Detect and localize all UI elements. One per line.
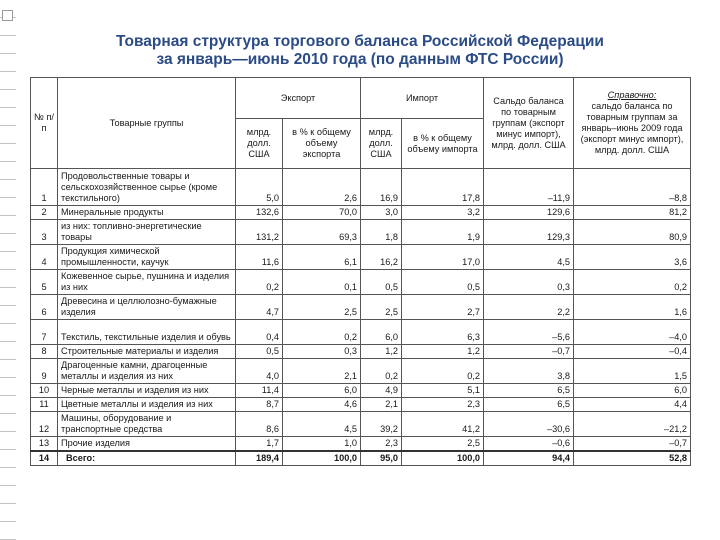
row-group: Драгоценные камни, драгоценные металлы и изделия из них xyxy=(58,359,236,384)
row-import-value: 95,0 xyxy=(361,451,402,466)
row-balance: 3,8 xyxy=(484,359,574,384)
row-balance: 94,4 xyxy=(484,451,574,466)
row-export-share: 70,0 xyxy=(283,206,361,220)
row-export-value: 189,4 xyxy=(236,451,283,466)
header-import-share: в % к общему объему импорта xyxy=(402,119,484,169)
row-reference: –8,8 xyxy=(574,169,691,206)
row-import-value: 6,0 xyxy=(361,320,402,345)
row-group: из них: топливно-энергетические товары xyxy=(58,220,236,245)
total-row xyxy=(31,451,691,466)
row-group: Древесина и целлюлозно-бумажные изделия xyxy=(58,295,236,320)
row-export-share: 2,6 xyxy=(283,169,361,206)
row-balance: –11,9 xyxy=(484,169,574,206)
table-row xyxy=(31,412,691,437)
row-reference: 80,9 xyxy=(574,220,691,245)
row-balance: 6,5 xyxy=(484,384,574,398)
row-group: Минеральные продукты xyxy=(58,206,236,220)
row-group: Продовольственные товары и сельскохозяйственное сырье (кроме текстильного) xyxy=(58,169,236,206)
row-balance: 0,3 xyxy=(484,270,574,295)
row-group: Строительные материалы и изделия xyxy=(58,345,236,359)
table-row xyxy=(31,384,691,398)
row-import-share: 17,0 xyxy=(402,245,484,270)
row-balance: 129,6 xyxy=(484,206,574,220)
row-export-value: 0,4 xyxy=(236,320,283,345)
row-import-share: 0,2 xyxy=(402,359,484,384)
row-group: Кожевенное сырье, пушнина и изделия из них xyxy=(58,270,236,295)
row-number: 7 xyxy=(31,320,58,345)
row-group: Машины, оборудование и транспортные средства xyxy=(58,412,236,437)
row-export-share: 0,2 xyxy=(283,320,361,345)
row-import-share: 1,2 xyxy=(402,345,484,359)
row-reference: 1,6 xyxy=(574,295,691,320)
header-export: Экспорт xyxy=(236,78,361,119)
row-reference: 4,4 xyxy=(574,398,691,412)
row-number: 14 xyxy=(31,451,58,466)
header-group: Товарные группы xyxy=(58,78,236,169)
header-import-bln: млрд. долл. США xyxy=(361,119,402,169)
row-export-value: 4,7 xyxy=(236,295,283,320)
header-export-share: в % к общему объему экспорта xyxy=(283,119,361,169)
row-reference: –0,7 xyxy=(574,437,691,452)
row-balance: 6,5 xyxy=(484,398,574,412)
row-reference: –21,2 xyxy=(574,412,691,437)
trade-structure-table xyxy=(30,77,691,466)
row-number: 4 xyxy=(31,245,58,270)
row-group: Всего: xyxy=(58,451,236,466)
row-import-value: 16,9 xyxy=(361,169,402,206)
row-group: Прочие изделия xyxy=(58,437,236,452)
row-reference: 81,2 xyxy=(574,206,691,220)
title-line-1: Товарная структура торгового баланса Российской Федерации xyxy=(116,33,604,50)
header-balance: Сальдо баланса по товарным группам (экспорт минус импорт), млрд. долл. США xyxy=(484,78,574,169)
row-number: 8 xyxy=(31,345,58,359)
row-export-share: 2,1 xyxy=(283,359,361,384)
row-group: Черные металлы и изделия из них xyxy=(58,384,236,398)
row-import-share: 1,9 xyxy=(402,220,484,245)
row-export-share: 4,5 xyxy=(283,412,361,437)
row-export-share: 6,1 xyxy=(283,245,361,270)
row-group: Цветные металлы и изделия из них xyxy=(58,398,236,412)
row-balance: –5,6 xyxy=(484,320,574,345)
row-import-share: 2,7 xyxy=(402,295,484,320)
reference-note-head: Справочно: xyxy=(607,90,657,100)
row-export-share: 69,3 xyxy=(283,220,361,245)
table-row xyxy=(31,437,691,452)
row-import-value: 1,8 xyxy=(361,220,402,245)
row-number: 12 xyxy=(31,412,58,437)
row-number: 10 xyxy=(31,384,58,398)
row-export-share: 0,1 xyxy=(283,270,361,295)
row-export-value: 1,7 xyxy=(236,437,283,452)
row-balance: 2,2 xyxy=(484,295,574,320)
row-number: 2 xyxy=(31,206,58,220)
header-no: № п/п xyxy=(31,78,58,169)
row-reference: 3,6 xyxy=(574,245,691,270)
table-row xyxy=(31,169,691,206)
header-import: Импорт xyxy=(361,78,484,119)
row-export-share: 100,0 xyxy=(283,451,361,466)
row-reference: –4,0 xyxy=(574,320,691,345)
row-import-value: 39,2 xyxy=(361,412,402,437)
row-import-value: 4,9 xyxy=(361,384,402,398)
row-group: Текстиль, текстильные изделия и обувь xyxy=(58,320,236,345)
row-import-value: 2,5 xyxy=(361,295,402,320)
table-row xyxy=(31,295,691,320)
table-row xyxy=(31,270,691,295)
row-import-share: 0,5 xyxy=(402,270,484,295)
row-balance: –0,7 xyxy=(484,345,574,359)
row-import-share: 17,8 xyxy=(402,169,484,206)
row-balance: 129,3 xyxy=(484,220,574,245)
reference-note: сальдо баланса по товарным группам за январь–июнь 2009 года (экспорт минус импорт), млрд. долл. США xyxy=(580,101,684,155)
row-import-value: 2,3 xyxy=(361,437,402,452)
row-reference: 1,5 xyxy=(574,359,691,384)
row-export-value: 5,0 xyxy=(236,169,283,206)
table-row xyxy=(31,206,691,220)
row-import-value: 1,2 xyxy=(361,345,402,359)
row-export-value: 131,2 xyxy=(236,220,283,245)
row-number: 6 xyxy=(31,295,58,320)
row-number: 5 xyxy=(31,270,58,295)
row-export-share: 1,0 xyxy=(283,437,361,452)
row-reference: 6,0 xyxy=(574,384,691,398)
row-import-value: 3,0 xyxy=(361,206,402,220)
table-row xyxy=(31,345,691,359)
row-export-share: 6,0 xyxy=(283,384,361,398)
row-export-share: 2,5 xyxy=(283,295,361,320)
table-row xyxy=(31,220,691,245)
row-import-share: 3,2 xyxy=(402,206,484,220)
row-export-value: 11,6 xyxy=(236,245,283,270)
row-export-value: 0,5 xyxy=(236,345,283,359)
row-reference: 52,8 xyxy=(574,451,691,466)
row-import-share: 2,5 xyxy=(402,437,484,452)
row-import-share: 41,2 xyxy=(402,412,484,437)
row-import-share: 6,3 xyxy=(402,320,484,345)
page-title xyxy=(0,33,720,69)
row-number: 13 xyxy=(31,437,58,452)
row-import-value: 16,2 xyxy=(361,245,402,270)
row-import-value: 0,5 xyxy=(361,270,402,295)
header-row-1 xyxy=(31,78,691,119)
row-reference: –0,4 xyxy=(574,345,691,359)
title-line-2: за январь—июнь 2010 года (по данным ФТС России) xyxy=(156,51,564,68)
header-reference xyxy=(574,78,691,169)
row-reference: 0,2 xyxy=(574,270,691,295)
row-balance: 4,5 xyxy=(484,245,574,270)
row-export-value: 8,7 xyxy=(236,398,283,412)
row-balance: –0,6 xyxy=(484,437,574,452)
row-export-share: 0,3 xyxy=(283,345,361,359)
row-export-value: 0,2 xyxy=(236,270,283,295)
row-import-share: 100,0 xyxy=(402,451,484,466)
row-import-value: 2,1 xyxy=(361,398,402,412)
row-group: Продукция химической промышленности, каучук xyxy=(58,245,236,270)
row-export-share: 4,6 xyxy=(283,398,361,412)
table-row xyxy=(31,359,691,384)
row-import-value: 0,2 xyxy=(361,359,402,384)
row-number: 11 xyxy=(31,398,58,412)
row-import-share: 2,3 xyxy=(402,398,484,412)
row-export-value: 11,4 xyxy=(236,384,283,398)
row-export-value: 132,6 xyxy=(236,206,283,220)
row-number: 9 xyxy=(31,359,58,384)
row-number: 1 xyxy=(31,169,58,206)
table-row xyxy=(31,245,691,270)
row-export-value: 8,6 xyxy=(236,412,283,437)
header-export-bln: млрд. долл. США xyxy=(236,119,283,169)
row-number: 3 xyxy=(31,220,58,245)
table-row xyxy=(31,398,691,412)
table-row xyxy=(31,320,691,345)
row-balance: –30,6 xyxy=(484,412,574,437)
row-export-value: 4,0 xyxy=(236,359,283,384)
row-import-share: 5,1 xyxy=(402,384,484,398)
slide-stripes xyxy=(0,0,16,540)
